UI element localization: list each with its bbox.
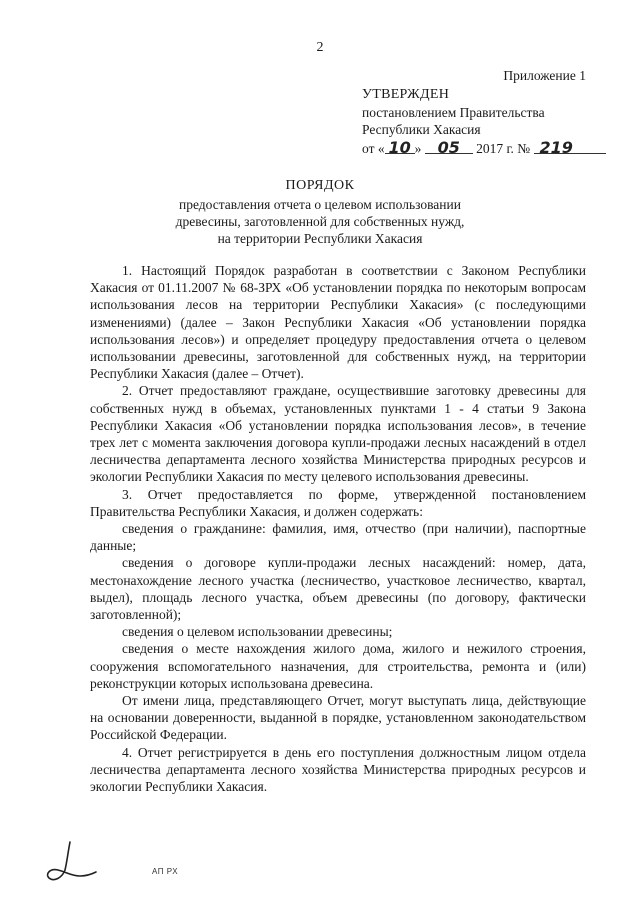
month-handwritten: 05 — [437, 137, 460, 157]
document-body — [90, 262, 586, 795]
paragraph-3-item-contract: сведения о договоре купли-продажи лесных насаждений: номер, дата, местонахождение лесного участка (лесничество, участковое лесничество, квартал, выдел), площадь лесного участка, объем древесины (по договору, фактически заготовленной); — [90, 555, 586, 623]
page-number: 2 — [316, 40, 324, 55]
paragraph-3-item-usage: сведения о целевом использовании древесины; — [122, 624, 393, 640]
approval-block — [362, 86, 606, 157]
approval-date-line — [362, 139, 606, 158]
approval-line-2: Республики Хакасия — [362, 122, 481, 137]
subtitle-line: на территории Республики Хакасия — [217, 231, 423, 246]
day-field — [385, 137, 415, 157]
paragraph-3-item-citizen: сведения о гражданине: фамилия, имя, отчество (при наличии), паспортные данные; — [90, 521, 586, 554]
number-field — [534, 137, 606, 157]
footer-code: АП РХ — [152, 867, 179, 876]
approval-line-1: постановлением Правительства — [362, 104, 545, 120]
day-close: » — [414, 140, 422, 156]
month-field — [425, 137, 473, 157]
paragraph-3-representative: От имени лица, представляющего Отчет, могут выступать лица, действующие на основании доверенности, выданной в порядке, установленном законодательством Российской Федерации. — [90, 693, 586, 743]
subtitle-line: предоставления отчета о целевом использовании — [179, 197, 461, 212]
paragraph-3: 3. Отчет предоставляется по форме, утвержденной постановлением Правительства Республики Хакасия, и должен содержать: — [90, 486, 586, 519]
document-subtitle — [120, 196, 520, 247]
subtitle-line: древесины, заготовленной для собственных нужд, — [175, 214, 465, 229]
paragraph-4: 4. Отчет регистрируется в день его поступления должностным лицом отдела лесничества департамента лесного хозяйства Министерства природных ресурсов и экологии Республики Хакасия. — [90, 744, 586, 795]
document-title: ПОРЯДОК — [285, 178, 355, 193]
paragraph-3-item-location: сведения о месте нахождения жилого дома, жилого и нежилого строения, сооружения вспомогательного назначения, для строительства, ремонта и (или) реконструкции которых использована древесина. — [90, 641, 586, 691]
day-handwritten: 10 — [388, 137, 411, 157]
year-label: 2017 г. № — [476, 140, 531, 156]
date-prefix: от « — [362, 140, 385, 156]
approval-heading: УТВЕРЖДЕН — [362, 87, 450, 102]
signature-mark — [40, 838, 100, 888]
paragraph-2: 2. Отчет предоставляют граждане, осуществившие заготовку древесины для собственных нужд в объемах, установленных пунктами 1 - 4 статьи 9 Закона Республики Хакасия «Об установлении порядка использования лесов», в течение трех лет с момента заключения договора купли-продажи лесных насаждений в отдел лесничества департамента лесного хозяйства Министерства природных ресурсов и экологии Республики Хакасия по месту целевого использования древесины. — [90, 383, 586, 485]
paragraph-1: 1. Настоящий Порядок разработан в соответствии с Законом Республики Хакасия от 01.11.2007 № 68-ЗРХ «Об установлении порядка по некоторым вопросам использования лесов на территории Республики Хакасия» (с последующими изменениями) (далее – Закон Республики Хакасия «Об установлении порядка использования лесов») и определяет процедуру предоставления отчета о целевом использовании древесины, заготовленной для собственных нужд, на территории Республики Хакасия (далее – Отчет). — [90, 263, 586, 382]
number-handwritten: 219 — [539, 137, 573, 157]
appendix-label: Приложение 1 — [503, 68, 586, 83]
